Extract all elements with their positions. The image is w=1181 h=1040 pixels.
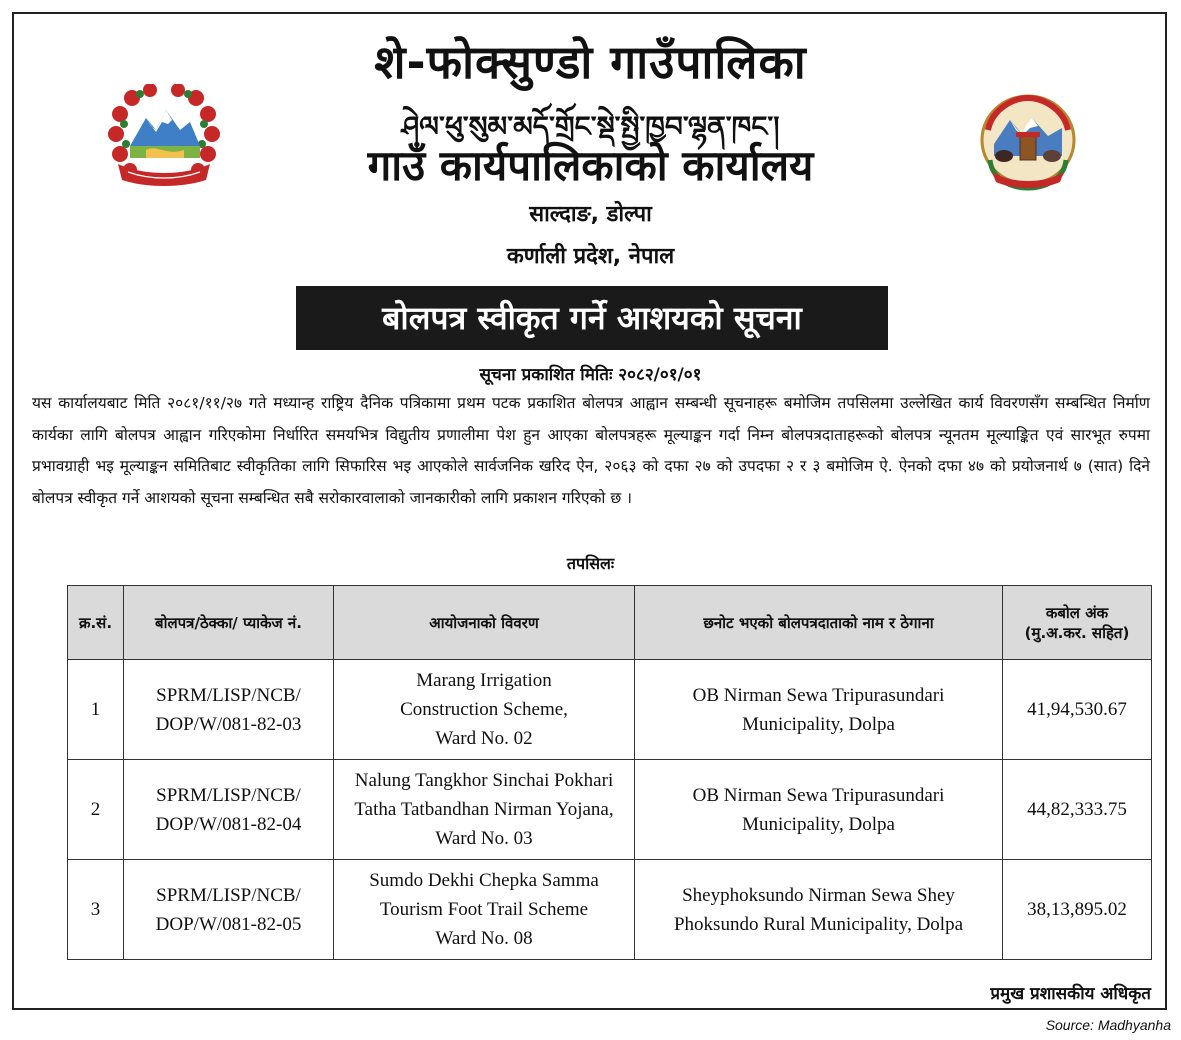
cell-description-line: Marang Irrigation xyxy=(416,670,552,691)
cell-description xyxy=(334,760,635,860)
cell-description-line: Ward No. 02 xyxy=(435,728,533,749)
cell-package-line: SPRM/LISP/NCB/ xyxy=(156,884,301,906)
col-header-bidder: छनोट भएको बोलपत्रदाताको नाम र ठेगाना xyxy=(635,586,1003,660)
cell-description-line: Nalung Tangkhor Sinchai Pokhari xyxy=(354,770,614,791)
cell-package-line: DOP/W/081-82-03 xyxy=(155,713,302,735)
cell-package xyxy=(124,660,334,760)
cell-bidder-line: Municipality, Dolpa xyxy=(742,713,895,735)
col-header-amount-line1: कबोल अंक xyxy=(1045,603,1109,622)
col-header-amount-line2: (मु.अ.कर. सहित) xyxy=(1024,623,1130,642)
cell-bidder-line: OB Nirman Sewa Tripurasundari xyxy=(692,684,945,706)
cell-bidder xyxy=(635,860,1003,960)
cell-bidder xyxy=(635,660,1003,760)
cell-description-line: Tatha Tatbandhan Nirman Yojana, xyxy=(354,799,614,820)
cell-amount: 44,82,333.75 xyxy=(1003,760,1152,860)
source-credit: Source: Madhyanha xyxy=(1045,1017,1171,1033)
notice-heading: बोलपत्र स्वीकृत गर्ने आशयको सूचना xyxy=(296,286,888,350)
table-header-row xyxy=(68,586,1152,660)
cell-description-line: Construction Scheme, xyxy=(400,699,568,720)
col-header-description: आयोजनाको विवरण xyxy=(334,586,635,660)
table-row xyxy=(68,860,1152,960)
cell-description-line: Tourism Foot Trail Scheme xyxy=(379,899,589,920)
bid-table xyxy=(67,585,1152,960)
table-row xyxy=(68,760,1152,860)
table-row xyxy=(68,660,1152,760)
cell-bidder-line: Phoksundo Rural Municipality, Dolpa xyxy=(673,913,964,935)
cell-sn: 2 xyxy=(68,760,124,860)
cell-sn: 3 xyxy=(68,860,124,960)
cell-description-line: Ward No. 03 xyxy=(435,828,533,849)
office-location: साल्दाङ, डोल्पा xyxy=(529,202,652,227)
cell-amount: 38,13,895.02 xyxy=(1003,860,1152,960)
cell-description xyxy=(334,660,635,760)
cell-package xyxy=(124,760,334,860)
cell-package-line: DOP/W/081-82-05 xyxy=(155,913,302,935)
cell-sn: 1 xyxy=(68,660,124,760)
cell-description-line: Sumdo Dekhi Chepka Samma xyxy=(369,870,599,891)
municipality-name-tibetan: ཤེལ་ཕུ་སུམ་མདོ་གྲོང་སྡེ་སྤྱི་ཁྱབ་ལྷན་ཁང་། xyxy=(401,110,780,143)
cell-bidder-line: OB Nirman Sewa Tripurasundari xyxy=(692,784,945,806)
cell-package-line: SPRM/LISP/NCB/ xyxy=(156,684,301,706)
published-date: सूचना प्रकाशित मितिः २०८२/०१/०१ xyxy=(479,365,702,385)
cell-description-line: Ward No. 08 xyxy=(435,928,533,949)
cell-bidder-line: Municipality, Dolpa xyxy=(742,813,895,835)
cell-bidder-line: Sheyphoksundo Nirman Sewa Shey xyxy=(682,884,955,906)
cell-bidder xyxy=(635,760,1003,860)
schedule-label: तपसिलः xyxy=(566,554,615,573)
notice-body: यस कार्यालयबाट मिति २०८१/११/२७ गते मध्यान्ह राष्ट्रिय दैनिक पत्रिकामा प्रथम पटक प्रकाशित बोलपत्र आह्वान सम्बन्धी सूचनाहरू बमोजिम तपसिलमा उल्लेखित कार्य विवरणसँग सम्बन्धित निर्माण कार्यका लागि बोलपत्र आह्वान गरिएकोमा निर्धारित समयभित्र विद्युतीय प्रणालीमा पेश हुन आएका बोलपत्रहरू मूल्याङ्कन गर्दा निम्न बोलपत्रदाताहरूको बोलपत्र न्यूनतम मूल्याङ्कित एवं सारभूत रुपमा प्रभावग्राही भइ मूल्याङ्कन समितिबाट स्वीकृतिका लागि सिफारिस भइ आएकोले सार्वजनिक खरिद ऐन, २०६३ को दफा २७ को उपदफा २ र ३ बमोजिम ऐ. ऐनको दफा ४७ को प्रयोजनार्थ ७ (सात) दिने बोलपत्र स्वीकृत गर्ने आशयको सूचना सम्बन्धित सबै सरोकारवालाको जानकारीको लागि प्रकाशन गरिएको छ । xyxy=(32,394,1150,507)
signatory-title: प्रमुख प्रशासकीय अधिकृत xyxy=(990,984,1151,1004)
cell-package xyxy=(124,860,334,960)
office-province: कर्णाली प्रदेश, नेपाल xyxy=(506,244,675,269)
cell-amount: 41,94,530.67 xyxy=(1003,660,1152,760)
col-header-package: बोलपत्र/ठेक्का/ प्याकेज नं. xyxy=(124,586,334,660)
office-name: गाउँ कार्यपालिकाको कार्यालय xyxy=(367,141,814,190)
col-header-sn: क्र.सं. xyxy=(68,586,124,660)
cell-package-line: DOP/W/081-82-04 xyxy=(155,813,302,835)
cell-description xyxy=(334,860,635,960)
col-header-amount xyxy=(1003,586,1152,660)
cell-package-line: SPRM/LISP/NCB/ xyxy=(156,784,301,806)
municipality-name: शे-फोक्सुण्डो गाउँपालिका xyxy=(374,35,807,89)
